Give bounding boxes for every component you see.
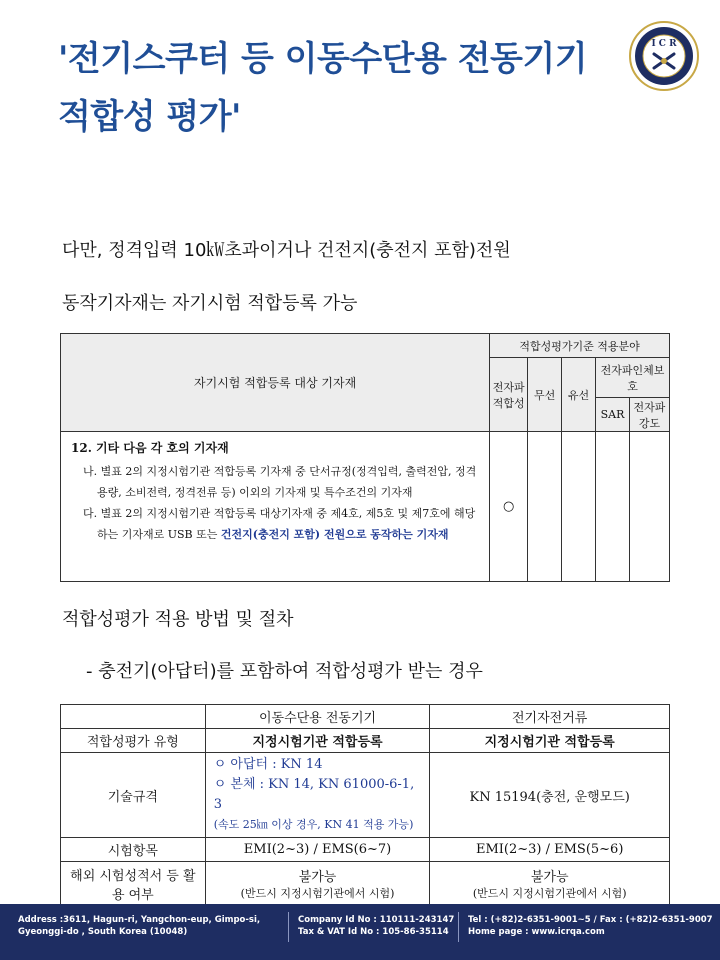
logo-letters: I C R	[651, 39, 677, 49]
table1-header-group: 적합성평가기준 적용분야	[490, 334, 670, 358]
footer-company-id: Company Id No : 110111-243147	[298, 915, 455, 925]
footer-tel: Tel : (+82)2-6351-9001~5 / Fax : (+82)2-6351-9007	[468, 915, 713, 925]
table2-foreign-mobility-value: 불가능	[298, 870, 337, 885]
table2-row-foreign-label: 해외 시험성적서 등 활용 여부	[61, 862, 206, 906]
table1-item-da-emphasis: 건전지(충전지 포함) 전원으로 동작하는 기자재	[220, 528, 449, 541]
table-row	[61, 862, 670, 906]
table2-type-mobility: 지정시험기관 적합등록	[205, 729, 430, 753]
table2-foreign-mobility-note: (반드시 지정시험기관에서 시험)	[240, 887, 395, 900]
table1-cell-strength	[630, 432, 670, 582]
table1-col-strength: 전자파강도	[630, 398, 670, 432]
footer-tax-id: Tax & VAT Id No : 105-86-35114	[298, 927, 449, 937]
table2-foreign-ebike	[430, 862, 670, 906]
intro-line1: 다만, 정격입력 10㎾초과이거나 건전지(충전지 포함)전원	[62, 240, 511, 261]
table1-mark-emc: ○	[490, 432, 528, 582]
table2-type-ebike: 지정시험기관 적합등록	[430, 729, 670, 753]
table1-col-wireless: 무선	[528, 358, 562, 432]
footer-company	[298, 914, 454, 938]
table-row	[61, 838, 670, 862]
table1-col-sar: SAR	[596, 398, 630, 432]
table2-std-note: (속도 25㎞ 이상 경우, KN 41 적용 가능)	[213, 818, 414, 831]
table1-row-title: 12. 기타 다음 각 호의 기자재	[71, 441, 229, 455]
table1-col-emc: 전자파적합성	[490, 358, 528, 432]
table1-col-emf: 전자파인체보호	[596, 358, 670, 398]
table2-row-type-label: 적합성평가 유형	[61, 729, 206, 753]
table2-std-adapter: ㅇ 아답터 : KN 14	[213, 757, 323, 772]
footer-contact	[468, 914, 713, 938]
page-title-line2: 적합성 평가'	[58, 97, 241, 137]
section-heading: 적합성평가 적용 방법 및 절차	[62, 609, 294, 630]
table2-foreign-ebike-note: (반드시 지정시험기관에서 시험)	[472, 887, 627, 900]
table2-row-test-label: 시험항목	[61, 838, 206, 862]
footer-address-line1: Address :3611, Hagun-ri, Yangchon-eup, Gimpo-si,	[18, 915, 261, 925]
table2-test-ebike: EMI(2~3) / EMS(5~6)	[430, 838, 670, 862]
intro-line2: 동작기자재는 자기시험 적합등록 가능	[62, 293, 358, 314]
table2-foreign-ebike-value: 불가능	[530, 870, 569, 885]
table1-cell-wireless	[528, 432, 562, 582]
table1-header-main: 자기시험 적합등록 대상 기자재	[61, 334, 490, 432]
footer-address-line2: Gyeonggi-do , South Korea (10048)	[18, 927, 188, 937]
table-row	[61, 753, 670, 838]
table1-cell-sar	[596, 432, 630, 582]
page-title-line1: '전기스쿠터 등 이동수단용 전동기기	[58, 39, 588, 79]
table-row	[61, 729, 670, 753]
table2-col-ebike: 전기자전거류	[430, 705, 670, 729]
table2-std-body: ㅇ 본체 : KN 14, KN 61000-6-1, 3	[213, 777, 415, 812]
table2-foreign-mobility	[205, 862, 430, 906]
icr-seal-logo	[628, 20, 700, 92]
footer-address	[18, 914, 260, 938]
table1-cell-wired	[562, 432, 596, 582]
table1-row-content	[61, 432, 490, 582]
table2-std-ebike: KN 15194(충전, 운행모드)	[430, 753, 670, 838]
table1-item-na: 나. 별표 2의 지정시험기관 적합등록 기자재 중 단서규정(정격입력, 출력전압, 정격용량, 소비전력, 정격전류 등) 이외의 기자재 및 특수조건의 기자재	[83, 465, 477, 499]
table1-item-da-prefix: 다. 별표 2의 지정시험기관 적합등록 대상기자재 중 제4호, 제5호 및 제7호에 해당하는 기자재로 USB 또는	[83, 507, 476, 541]
table-row	[61, 432, 670, 582]
table2-col-mobility: 이동수단용 전동기기	[205, 705, 430, 729]
self-test-registration-table	[60, 333, 670, 582]
page-title	[58, 30, 618, 146]
table1-item-da	[71, 503, 483, 545]
footer-divider	[288, 912, 289, 942]
section-subheading: - 충전기(아답터)를 포함하여 적합성평가 받는 경우	[86, 661, 483, 682]
table2-test-mobility: EMI(2~3) / EMS(6~7)	[205, 838, 430, 862]
table2-std-mobility	[205, 753, 430, 838]
table1-col-wired: 유선	[562, 358, 596, 432]
footer-divider	[458, 912, 459, 942]
conformity-procedure-table	[60, 704, 670, 906]
footer-homepage-link[interactable]: Home page : www.icrqa.com	[468, 927, 605, 937]
table2-row-std-label: 기술규격	[61, 753, 206, 838]
table2-corner	[61, 705, 206, 729]
footer-bar	[0, 904, 720, 960]
